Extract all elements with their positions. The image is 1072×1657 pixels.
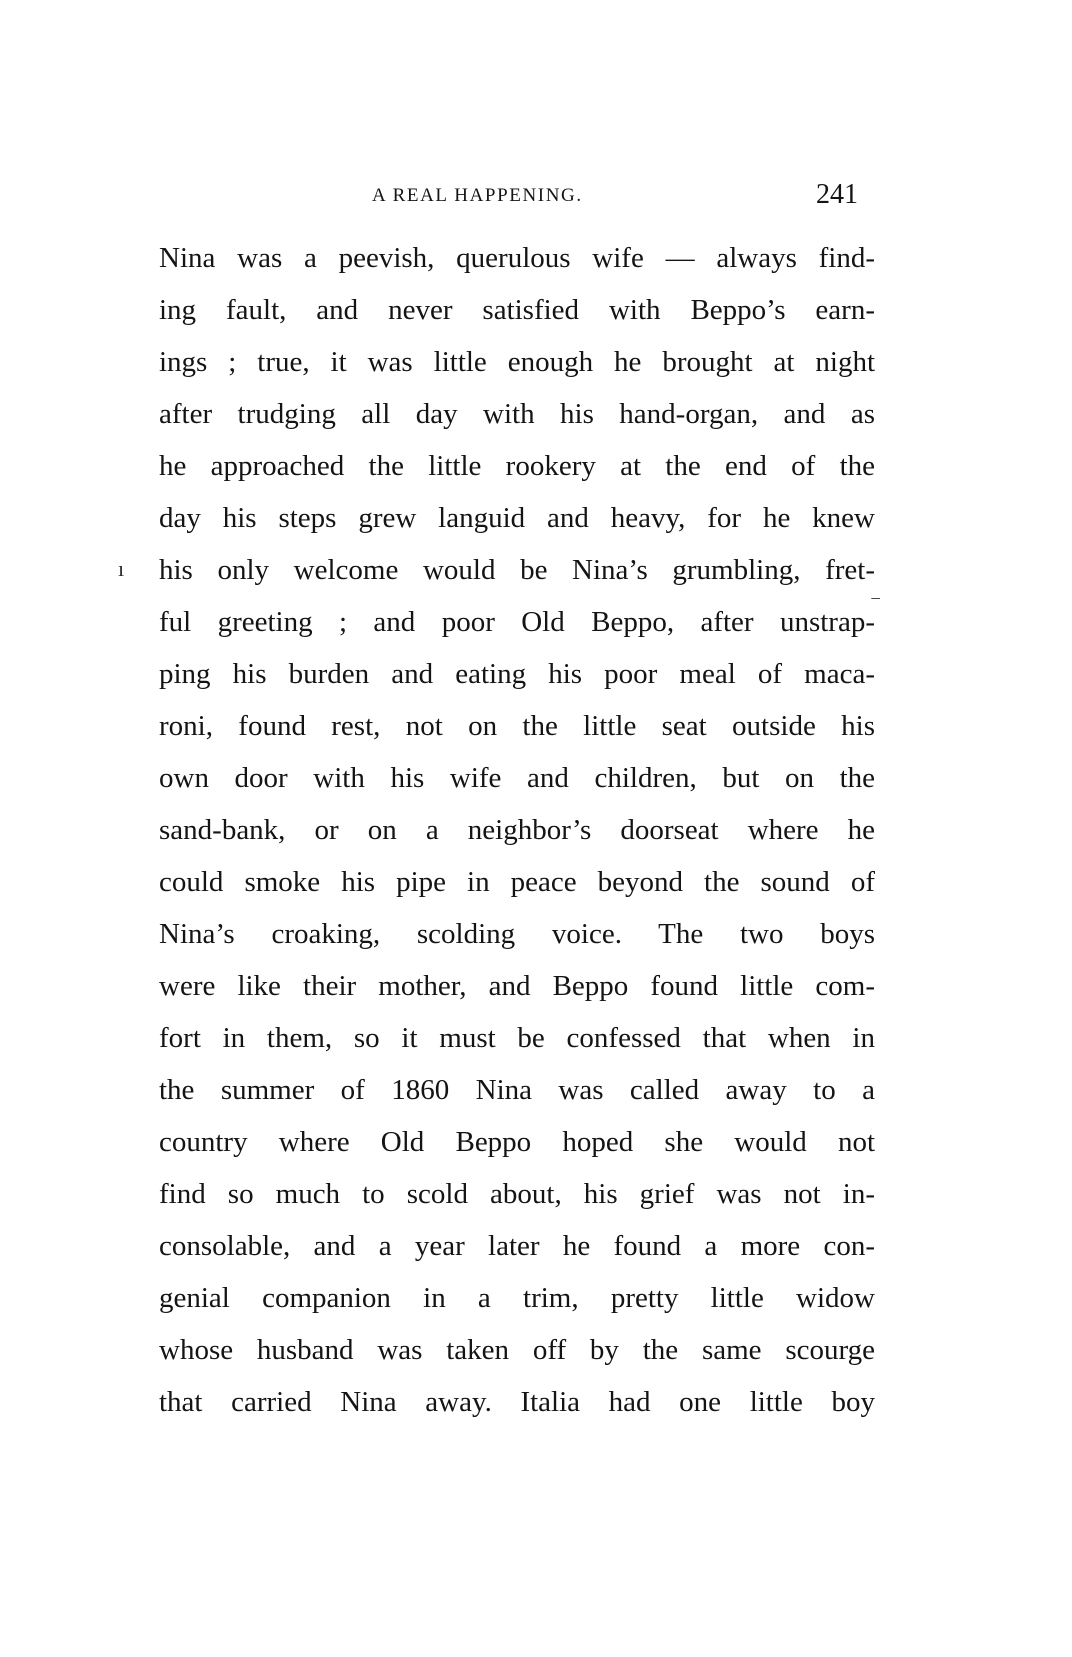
text-line: ful greeting ; and poor Old Beppo, after unstrap-	[159, 606, 875, 638]
text-line: Nina was a peevish, querulous wife — always find-	[159, 242, 875, 274]
text-line: ping his burden and eating his poor meal of maca-	[159, 658, 875, 690]
body-text	[159, 232, 875, 1428]
text-line: after trudging all day with his hand-organ, and as	[159, 398, 875, 430]
text-line: that carried Nina away. Italia had one little boy	[159, 1386, 875, 1418]
text-line: were like their mother, and Beppo found little com-	[159, 970, 875, 1002]
text-line: fort in them, so it must be confessed that when in	[159, 1022, 875, 1054]
text-line: the summer of 1860 Nina was called away to a	[159, 1074, 875, 1106]
text-line: his only welcome would be Nina’s grumbling, fret-	[159, 554, 875, 586]
text-line: consolable, and a year later he found a more con-	[159, 1230, 875, 1262]
text-line: whose husband was taken off by the same scourge	[159, 1334, 875, 1366]
text-line: own door with his wife and children, but on the	[159, 762, 875, 794]
margin-mark-left: ı	[118, 556, 125, 581]
text-line: roni, found rest, not on the little seat outside his	[159, 710, 875, 742]
page-number: 241	[816, 179, 858, 210]
text-line: he approached the little rookery at the end of the	[159, 450, 875, 482]
margin-mark-right: ‾	[872, 596, 880, 621]
text-line: ing fault, and never satisfied with Beppo’s earn-	[159, 294, 875, 326]
text-line: ings ; true, it was little enough he brought at night	[159, 346, 875, 378]
text-line: country where Old Beppo hoped she would not	[159, 1126, 875, 1158]
text-line: could smoke his pipe in peace beyond the sound of	[159, 866, 875, 898]
text-line: Nina’s croaking, scolding voice. The two boys	[159, 918, 875, 950]
text-line: day his steps grew languid and heavy, for he knew	[159, 502, 875, 534]
text-line: sand-bank, or on a neighbor’s doorseat where he	[159, 814, 875, 846]
running-head: A REAL HAPPENING.	[372, 185, 583, 206]
text-line: find so much to scold about, his grief was not in-	[159, 1178, 875, 1210]
text-line: genial companion in a trim, pretty little widow	[159, 1282, 875, 1314]
